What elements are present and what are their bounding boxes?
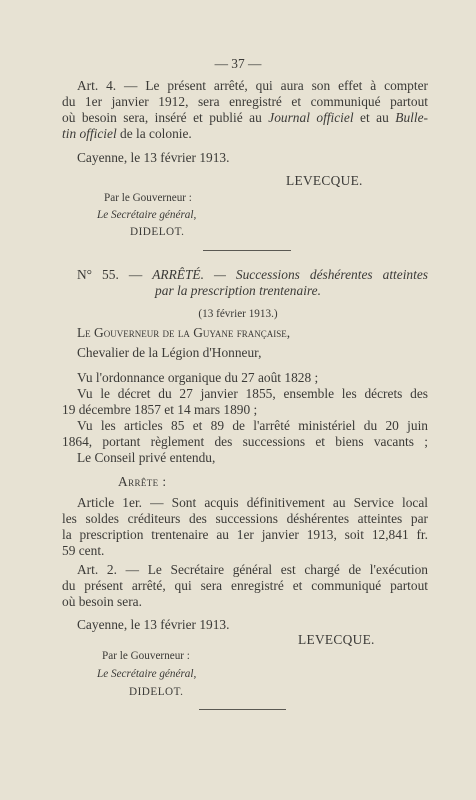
decree-number: N° 55. — <box>77 267 153 282</box>
article-1-line-1: Article 1er. — Sont acquis définitivement au Service local <box>77 495 428 510</box>
vu-decret-line-2: 19 décembre 1857 et 14 mars 1890 ; <box>62 402 258 417</box>
secretary-name-1: DIDELOT. <box>130 226 185 238</box>
art4-line-4-text: de la colonie. <box>116 126 192 141</box>
article-1-line-2: les soldes créditeurs des successions déshérentes atteintes par <box>62 511 428 526</box>
article-1-line-3: la prescription trentenaire au 1er janvier 1913, soit 12,841 fr. <box>62 527 428 542</box>
secretary-name-2: DIDELOT. <box>129 686 184 698</box>
separator-rule-2 <box>199 709 286 710</box>
vu-decret-line-1: Vu le décret du 27 janvier 1855, ensemble les décrets des <box>77 386 428 401</box>
art4-line-2: du 1er janvier 1912, sera enregistré et communiqué partout <box>62 94 428 109</box>
separator-rule-1 <box>203 250 291 251</box>
page-number: — 37 — <box>214 56 262 71</box>
chevalier-line: Chevalier de la Légion d'Honneur, <box>77 345 262 360</box>
secretaire-general-2: Le Secrétaire général, <box>97 668 197 680</box>
vu-articles-line-1: Vu les articles 85 et 89 de l'arrêté ministériel du 20 juin <box>77 418 428 433</box>
bulletin-text-end: tin officiel <box>62 126 117 141</box>
decree-title: ARRÊTÉ. — Successions déshérentes atteintes <box>152 267 428 282</box>
article-2-line-3: où besoin sera. <box>62 594 142 609</box>
decree-date: (13 février 1913.) <box>198 308 278 320</box>
decree-heading-line-1 <box>77 267 428 283</box>
date-line-1: Cayenne, le 13 février 1913. <box>77 150 230 165</box>
art4-line-3-text: où besoin sera, inséré et publié au <box>62 110 269 125</box>
art4-line-4 <box>62 126 192 142</box>
art4-line-3-mid: et au <box>353 110 396 125</box>
signatory-2: LEVECQUE. <box>298 632 375 647</box>
decree-heading-line-2: par la prescription trentenaire. <box>155 283 321 298</box>
article-2-line-2: du présent arrêté, qui sera enregistré et communiqué partout <box>62 578 428 593</box>
bulletin-text-start: Bulle- <box>395 110 428 125</box>
gouverneur-line <box>77 325 290 341</box>
vu-articles-line-2: 1864, portant règlement des successions et biens vacants ; <box>62 434 428 449</box>
par-le-gouverneur-2: Par le Gouverneur : <box>102 650 190 662</box>
secretaire-general-1: Le Secrétaire général, <box>97 209 197 221</box>
conseil-line: Le Conseil privé entendu, <box>77 450 216 465</box>
arrete-heading: Arrête : <box>118 474 167 489</box>
article-2-line-1: Art. 2. — Le Secrétaire général est chargé de l'exécution <box>77 562 428 577</box>
vu-ordonnance: Vu l'ordonnance organique du 27 août 1828 ; <box>77 370 319 385</box>
gouverneur-text: Le Gouverneur de la Guyane française, <box>77 325 291 340</box>
art4-line-3 <box>62 110 428 126</box>
article-1-line-4: 59 cent. <box>62 543 105 558</box>
art4-line-1: Art. 4. — Le présent arrêté, qui aura son effet à compter <box>77 78 428 93</box>
journal-officiel-text: Journal officiel <box>268 110 354 125</box>
signatory-1: LEVECQUE. <box>286 173 363 188</box>
par-le-gouverneur-1: Par le Gouverneur : <box>104 192 192 204</box>
date-line-2: Cayenne, le 13 février 1913. <box>77 617 230 632</box>
